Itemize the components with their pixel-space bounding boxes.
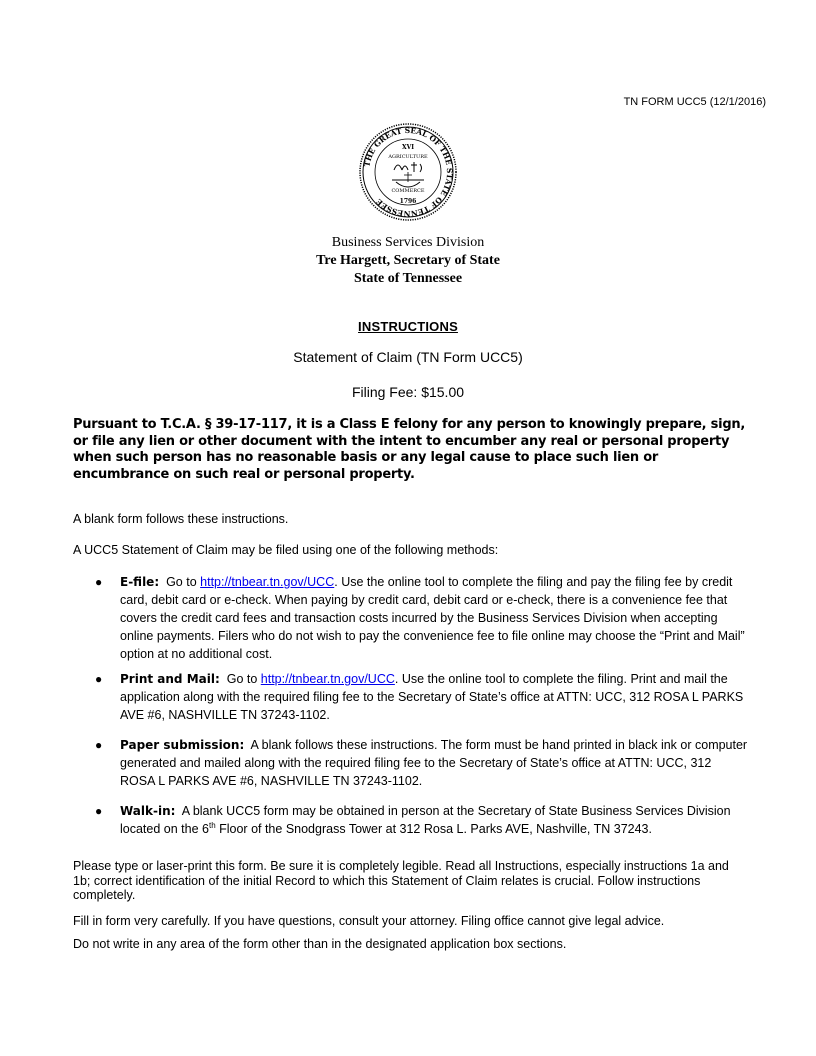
seal-outer-text: THE GREAT SEAL OF THE STATE OF TENNESSEE <box>362 125 455 219</box>
method-text-pre: Go to <box>226 672 258 686</box>
seal-year: 1796 <box>399 198 417 205</box>
division-block <box>0 234 816 288</box>
method-text: . Use the online tool to complete the filing. Print and mail the application along with the required filing fee to the Secretary of State’s office at ATTN: UCC, 312 ROSA L PARKS AVE #6, NASHVILLE TN 37243-1102. <box>120 672 744 722</box>
intro-blank-form: A blank form follows these instructions. <box>73 512 289 526</box>
tnbear-link[interactable]: http://tnbear.tn.gov/UCC <box>260 672 395 686</box>
seal-bottom-word: COMMERCE <box>391 188 425 194</box>
method-paper <box>73 736 749 790</box>
method-label: Print and Mail: <box>120 672 220 686</box>
division-name: Business Services Division <box>331 235 485 250</box>
closing-fill: Fill in form very carefully. If you have questions, consult your attorney. Filing office cannot give legal advice. <box>73 914 665 928</box>
method-walkin <box>73 802 749 838</box>
legal-warning: Pursuant to T.C.A. § 39-17-117, it is a Class E felony for any person to knowingly prepare, sign, or file any lien or other document with the intent to encumber any real or personal property when such person has no reasonable basis or any legal cause to place such lien or encumbrance on such real or personal property. <box>73 417 746 482</box>
method-text: . Use the online tool to complete the filing and pay the filing fee by credit card, debit card or e-check. When paying by credit card, debit card or e-check, there is a convenience fee that covers the credit card fees and transaction costs incurred by the Business Services Division when accepting online payments. Filers who do not wish to pay the convenience fee to file online may choose the “Print and Mail” option at no additional cost. <box>120 575 745 661</box>
ordinal-suffix: th <box>208 820 216 830</box>
tnbear-link[interactable]: http://tnbear.tn.gov/UCC <box>200 575 335 589</box>
method-efile <box>73 573 749 663</box>
method-label: E-file: <box>120 575 160 589</box>
method-text-pre: A blank UCC5 form may be obtained in person at the Secretary of State Business Services Division located on the 6 <box>120 804 731 836</box>
bullet-icon: ● <box>95 672 103 686</box>
closing-donot: Do not write in any area of the form other than in the designated application box sections. <box>73 937 567 951</box>
state-seal-icon <box>358 122 458 222</box>
method-label: Paper submission: <box>120 738 245 752</box>
method-text: A blank follows these instructions. The form must be hand printed in black ink or computer generated and mailed along with the required filing fee to the Secretary of State’s office at ATTN: UCC, 312 ROSA L PARKS AVE #6, NASHVILLE TN 37243-1102. <box>120 738 748 788</box>
instructions-heading: INSTRUCTIONS <box>358 319 458 334</box>
method-label: Walk-in: <box>120 804 176 818</box>
bullet-icon: ● <box>95 575 103 589</box>
seal-top-word: AGRICULTURE <box>388 154 428 160</box>
division-state: State of Tennessee <box>353 271 463 286</box>
seal-roman: XVI <box>401 144 415 151</box>
intro-methods: A UCC5 Statement of Claim may be filed using one of the following methods: <box>73 543 499 557</box>
bullet-icon: ● <box>95 738 103 752</box>
closing-type: Please type or laser-print this form. Be sure it is completely legible. Read all Instructions, especially instructions 1a and 1b; correct identification of the initial Record to which this Statement of Claim relates is crucial. Follow instructions completely. <box>73 859 729 902</box>
form-id: TN FORM UCC5 (12/1/2016) <box>623 96 766 108</box>
filing-fee: Filing Fee: $15.00 <box>351 384 465 400</box>
filing-methods-list <box>73 573 749 838</box>
form-title: Statement of Claim (TN Form UCC5) <box>293 349 523 365</box>
division-officer: Tre Hargett, Secretary of State <box>316 253 500 268</box>
method-text: Floor of the Snodgrass Tower at 312 Rosa L. Parks AVE, Nashville, TN 37243. <box>215 822 652 836</box>
method-print-mail <box>73 670 749 724</box>
bullet-icon: ● <box>95 804 103 818</box>
method-text-pre: Go to <box>166 575 197 589</box>
